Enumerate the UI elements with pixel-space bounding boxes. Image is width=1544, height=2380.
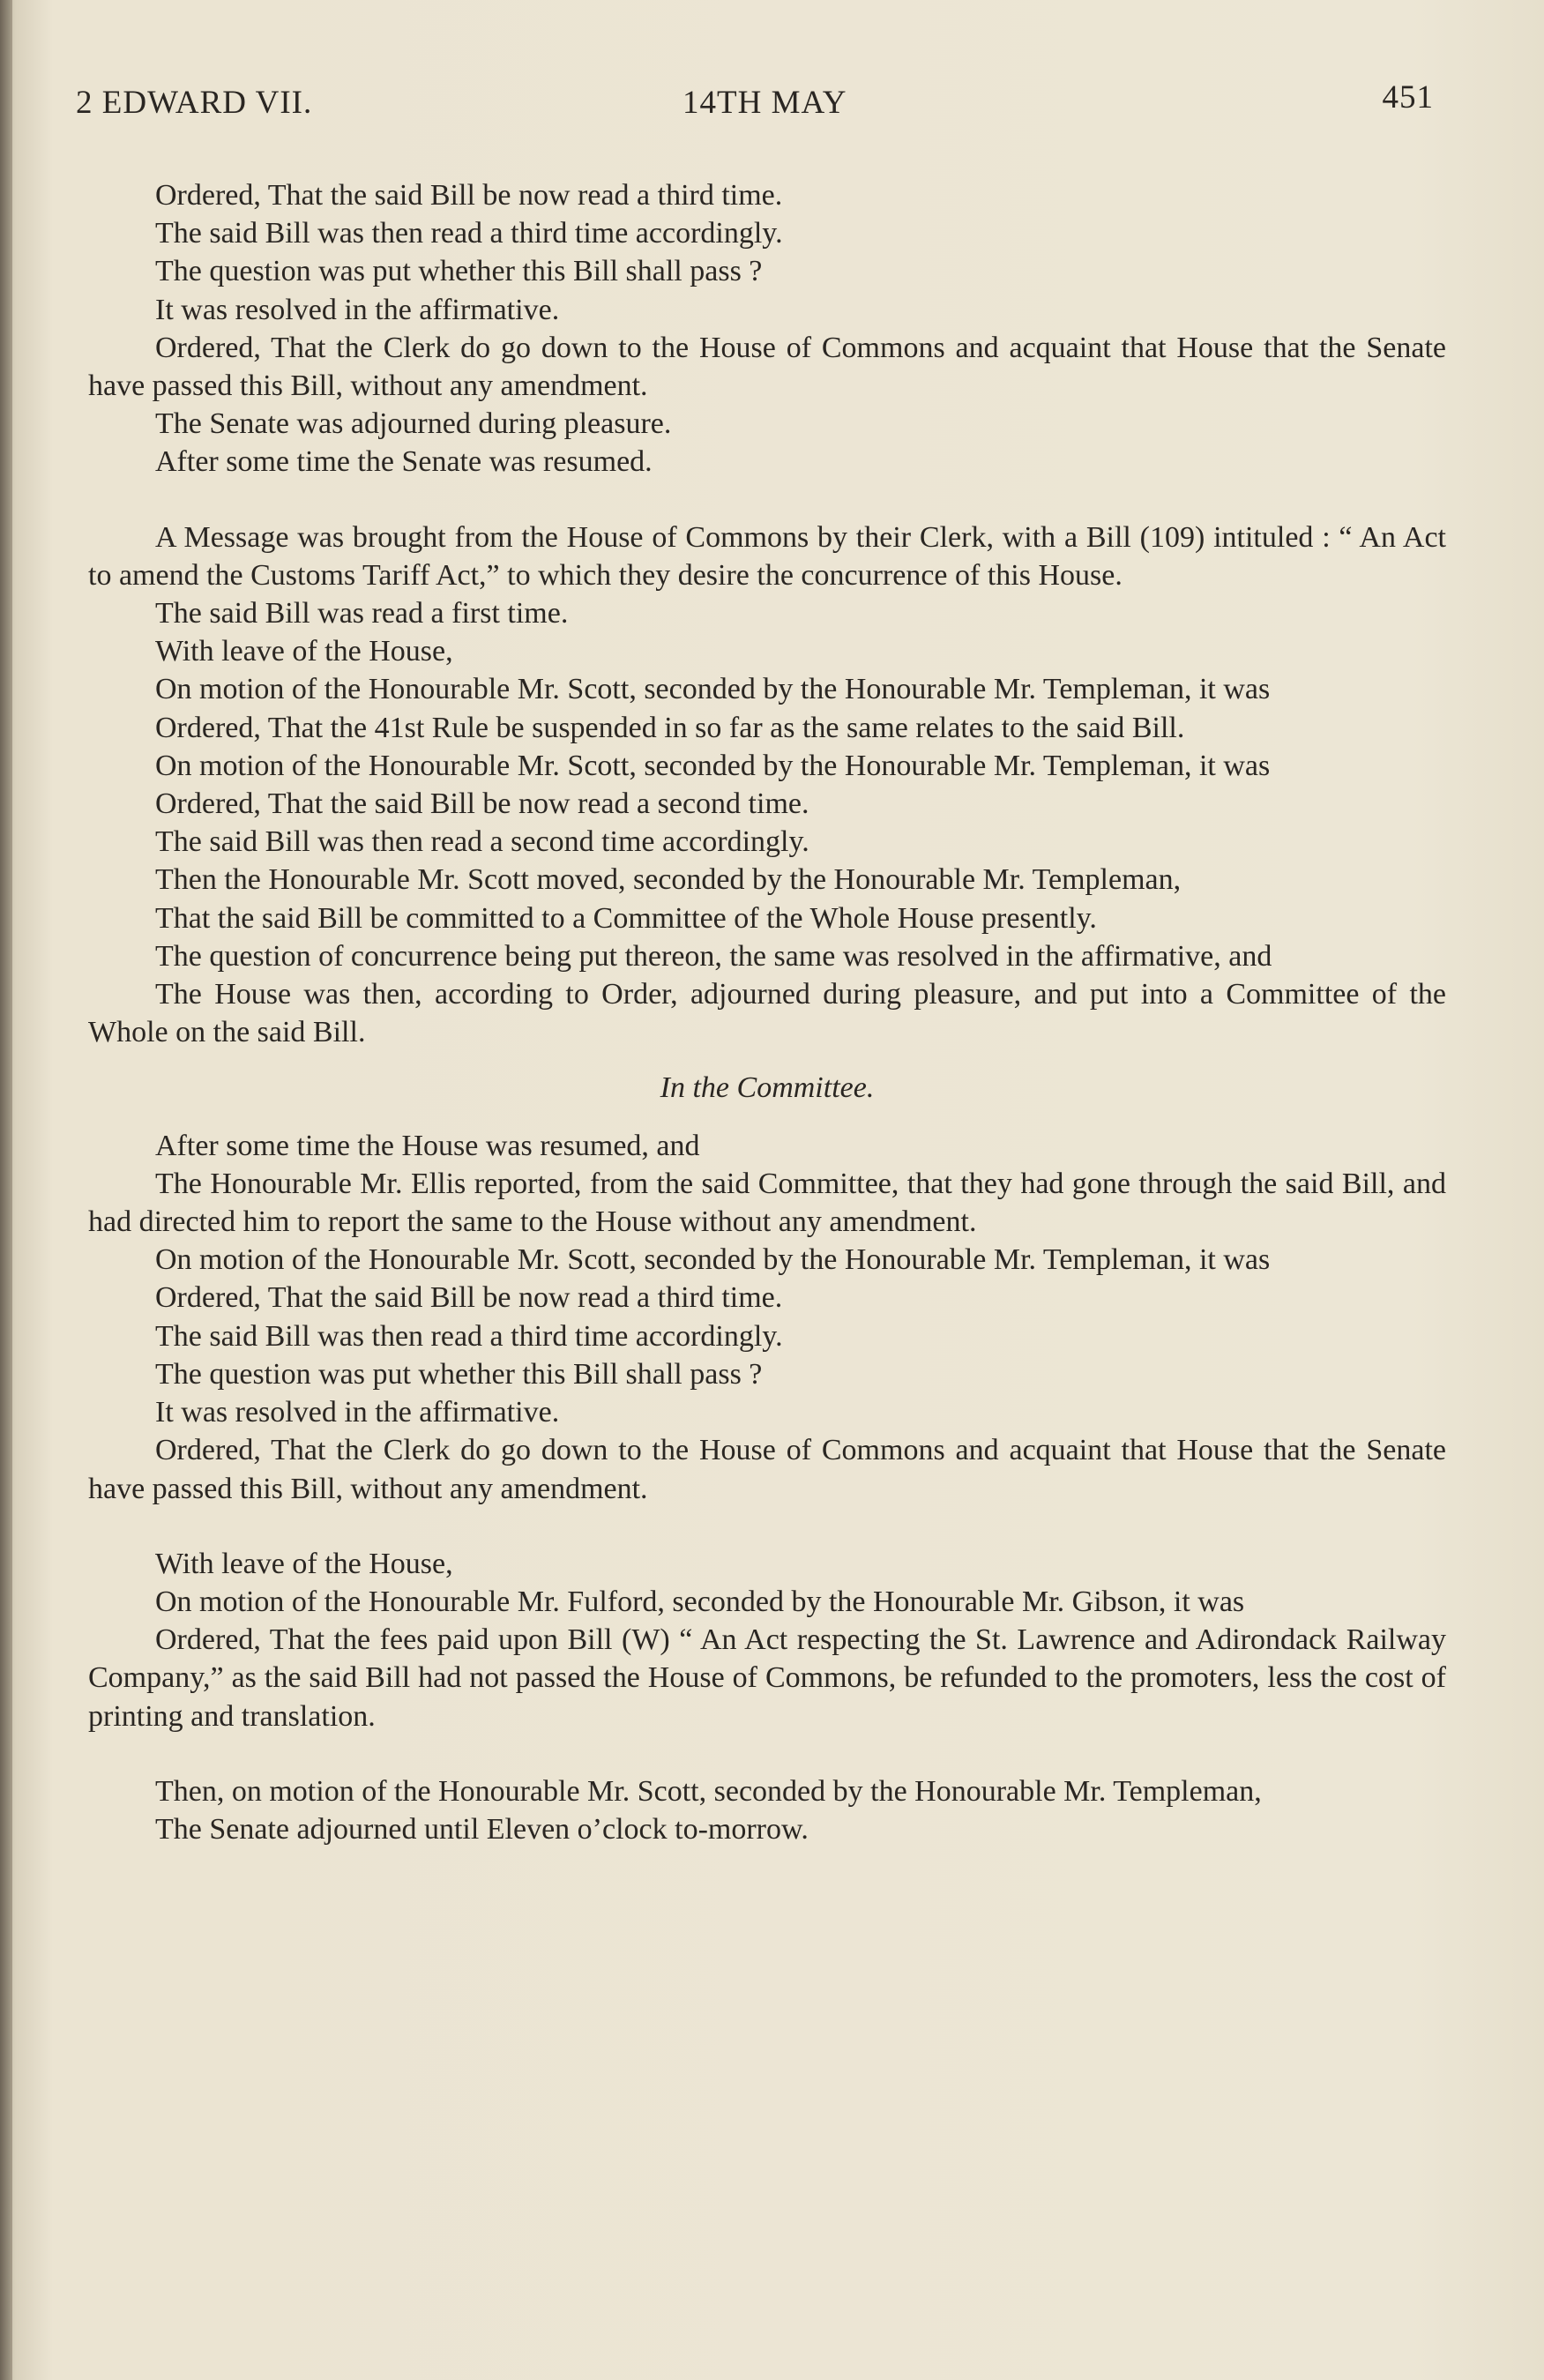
section-gap bbox=[88, 1508, 1446, 1545]
book-spine-shadow bbox=[0, 0, 12, 2380]
paragraph: The said Bill was then read a second time accordingly. bbox=[155, 825, 809, 859]
paragraph: Ordered, That the 41st Rule be suspended in so far as the same relates to the said Bill. bbox=[155, 711, 1185, 744]
paragraph: Ordered, That the fees paid upon Bill (W) “ An Act respecting the St. Lawrence and Adirondack Railway Company,” as the said Bill had not passed the House of Commons, be refunded to the promoters, less the cost of printing and translation. bbox=[88, 1623, 1446, 1733]
paragraph: Ordered, That the said Bill be now read a second time. bbox=[155, 787, 809, 821]
paragraph: Ordered, That the said Bill be now read a third time. bbox=[155, 179, 783, 212]
section-gap bbox=[88, 481, 1446, 519]
paragraph: The question was put whether this Bill shall pass ? bbox=[155, 255, 763, 288]
paragraph: With leave of the House, bbox=[155, 635, 453, 668]
paragraph: It was resolved in the affirmative. bbox=[155, 293, 560, 326]
paragraph: On motion of the Honourable Mr. Scott, seconded by the Honourable Mr. Templeman, it was bbox=[155, 1243, 1271, 1277]
paragraph: After some time the House was resumed, and bbox=[155, 1129, 700, 1162]
paragraph: The said Bill was then read a third time accordingly. bbox=[155, 217, 783, 250]
paragraph: The said Bill was read a first time. bbox=[155, 597, 569, 630]
paragraph: Then, on motion of the Honourable Mr. Scott, seconded by the Honourable Mr. Templeman, bbox=[155, 1774, 1262, 1808]
paragraph: The Senate adjourned until Eleven o’clock to-morrow. bbox=[155, 1812, 809, 1846]
header-regnal-year: 2 EDWARD VII. bbox=[76, 85, 313, 121]
paragraph: On motion of the Honourable Mr. Fulford, seconded by the Honourable Mr. Gibson, it was bbox=[155, 1585, 1245, 1618]
page-number: 451 bbox=[1382, 79, 1434, 116]
paragraph: The question was put whether this Bill shall pass ? bbox=[155, 1357, 763, 1391]
paragraph: With leave of the House, bbox=[155, 1547, 453, 1580]
paragraph: Ordered, That the said Bill be now read a third time. bbox=[155, 1281, 783, 1315]
paragraph: That the said Bill be committed to a Committee of the Whole House presently. bbox=[155, 901, 1097, 935]
paragraph: After some time the Senate was resumed. bbox=[155, 445, 653, 479]
header-date: 14TH MAY bbox=[682, 85, 847, 121]
paragraph: Then the Honourable Mr. Scott moved, seconded by the Honourable Mr. Templeman, bbox=[155, 863, 1182, 897]
paragraph: The House was then, according to Order, adjourned during pleasure, and put into a Committee of the Whole on the said Bill. bbox=[88, 978, 1446, 1049]
paragraph: The said Bill was then read a third time accordingly. bbox=[155, 1319, 783, 1353]
paragraph: The Honourable Mr. Ellis reported, from the said Committee, that they had gone through the said Bill, and had directed him to report the same to the House without any amendment. bbox=[88, 1167, 1446, 1239]
section-heading: In the Committee. bbox=[660, 1071, 875, 1105]
running-header bbox=[76, 79, 1434, 128]
paragraph: Ordered, That the Clerk do go down to the House of Commons and acquaint that House that the Senate have passed this Bill, without any amendment. bbox=[88, 1434, 1446, 1505]
section-gap bbox=[88, 1735, 1446, 1772]
paragraph: The question of concurrence being put thereon, the same was resolved in the affirmative, and bbox=[155, 939, 1272, 973]
paragraph: It was resolved in the affirmative. bbox=[155, 1396, 560, 1429]
paragraph: On motion of the Honourable Mr. Scott, seconded by the Honourable Mr. Templeman, it was bbox=[155, 673, 1271, 706]
paragraph: On motion of the Honourable Mr. Scott, seconded by the Honourable Mr. Templeman, it was bbox=[155, 749, 1271, 782]
paragraph: Ordered, That the Clerk do go down to the House of Commons and acquaint that House that the Senate have passed this Bill, without any amendment. bbox=[88, 331, 1446, 403]
paragraph: A Message was brought from the House of Commons by their Clerk, with a Bill (109) intituled : “ An Act to amend the Customs Tariff Act,” to which they desire the concurrence of this House. bbox=[88, 520, 1446, 592]
journal-text bbox=[88, 176, 1446, 1848]
paragraph: The Senate was adjourned during pleasure. bbox=[155, 407, 672, 441]
